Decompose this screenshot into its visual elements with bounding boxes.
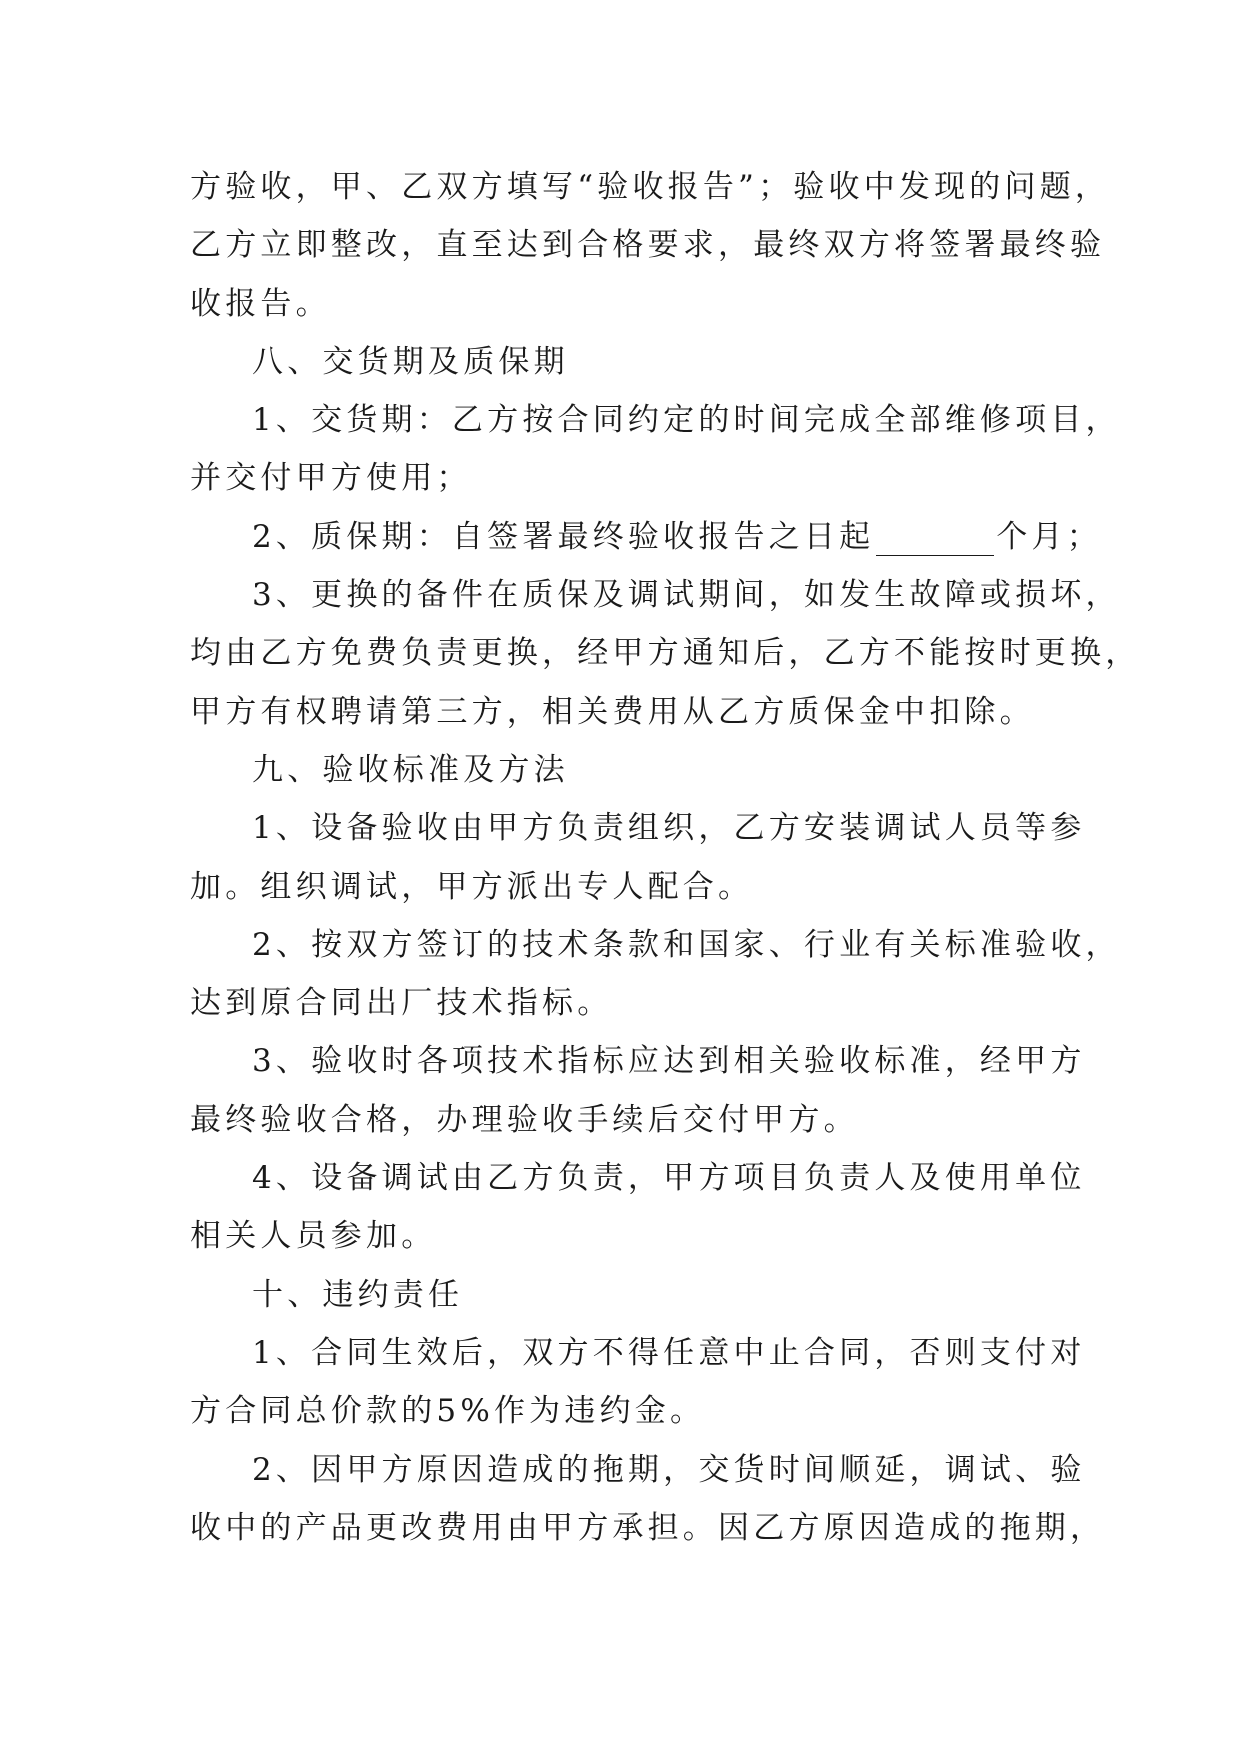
section-heading: 九、验收标准及方法: [252, 751, 569, 788]
text-line: 甲方有权聘请第三方，相关费用从乙方质保金中扣除。: [190, 693, 1035, 730]
text-line: 2、因甲方原因造成的拖期，交货时间顺延，调试、验: [252, 1451, 1086, 1488]
text-line-with-blank: [190, 508, 1102, 566]
text-line: 方合同总价款的5%作为违约金。: [190, 1393, 706, 1430]
document-page: [190, 158, 1141, 1557]
text-line: 均由乙方免费负责更换，经甲方通知后，乙方不能按时更换，: [190, 635, 1141, 672]
text-line-suffix: 个月；: [996, 518, 1102, 555]
text-line: 最终验收合格，办理验收手续后交付甲方。: [190, 1101, 859, 1138]
text-line: 方验收，甲、乙双方填写“验收报告”；验收中发现的问题，: [190, 169, 1111, 205]
text-line: 4、设备调试由乙方负责，甲方项目负责人及使用单位: [252, 1160, 1086, 1197]
section-heading: 八、交货期及质保期: [252, 343, 569, 380]
text-line: 3、验收时各项技术指标应达到相关验收标准，经甲方: [252, 1043, 1086, 1080]
text-line: 收中的产品更改费用由甲方承担。因乙方原因造成的拖期，: [190, 1509, 1106, 1546]
text-line: 加。组织调试，甲方派出专人配合。: [190, 868, 754, 905]
text-line: 2、按双方签订的技术条款和国家、行业有关标准验收，: [252, 926, 1121, 963]
text-line: 1、交货期：乙方按合同约定的时间完成全部维修项目，: [252, 402, 1121, 439]
text-line: 乙方立即整改，直至达到合格要求，最终双方将签署最终验: [190, 227, 1106, 264]
text-line: 收报告。: [190, 285, 331, 322]
text-line-prefix: 2、质保期：自签署最终验收报告之日起: [252, 518, 875, 555]
text-line: 1、合同生效后，双方不得任意中止合同，否则支付对: [252, 1334, 1086, 1371]
text-line: 1、设备验收由甲方负责组织，乙方安装调试人员等参: [252, 810, 1086, 847]
fill-in-blank: [876, 521, 994, 556]
section-heading: 十、违约责任: [252, 1276, 464, 1313]
text-line: 相关人员参加。: [190, 1218, 437, 1255]
text-line: 并交付甲方使用；: [190, 460, 472, 497]
text-line: 3、更换的备件在质保及调试期间，如发生故障或损坏，: [252, 577, 1121, 614]
text-line: 达到原合同出厂技术指标。: [190, 985, 613, 1022]
